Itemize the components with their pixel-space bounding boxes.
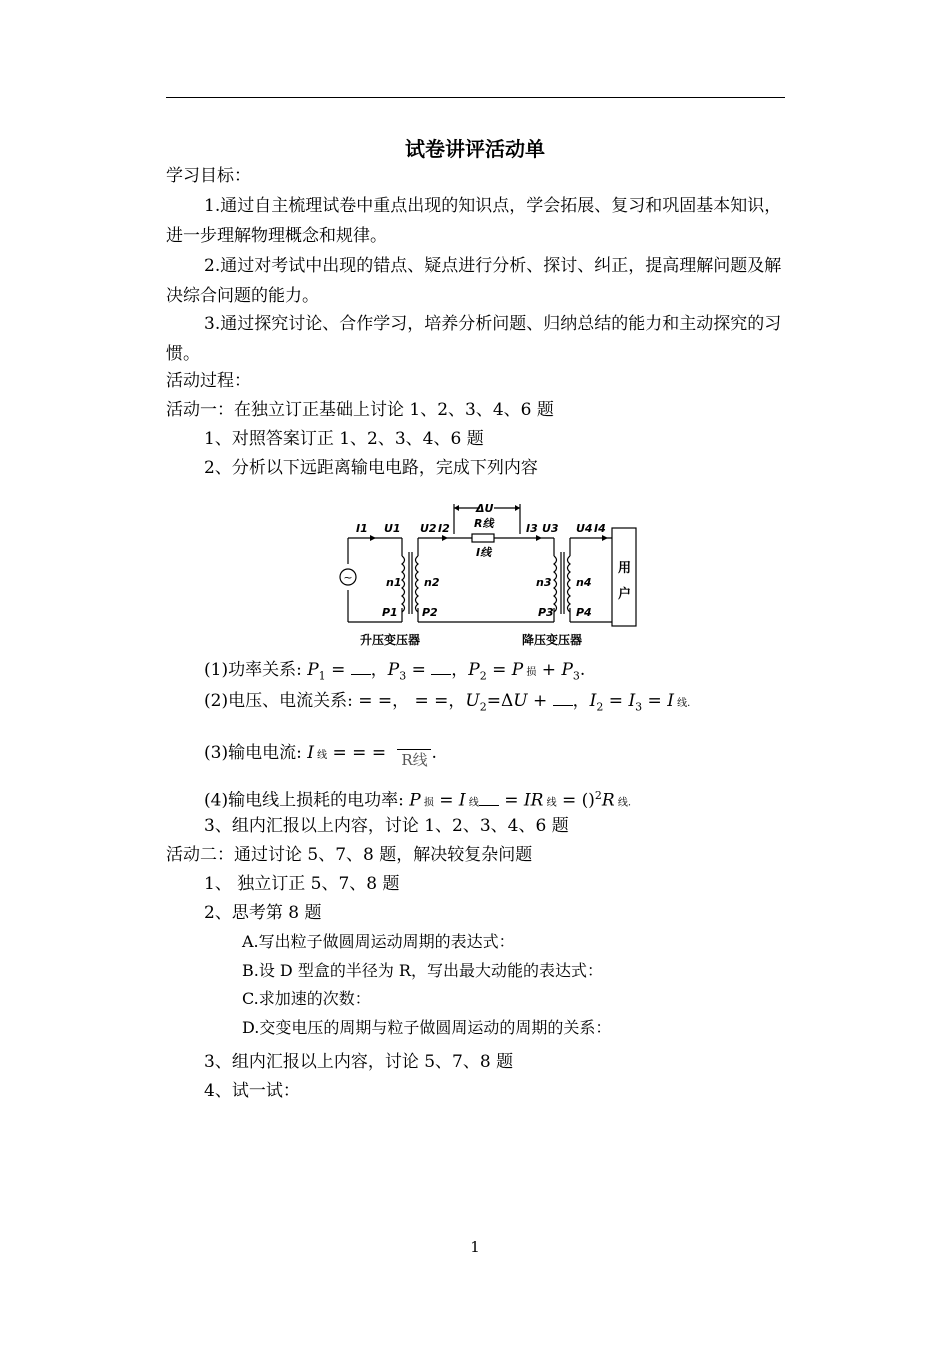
step-up-label: 升压变压器: [360, 633, 421, 647]
goals-heading: 学习目标：: [166, 166, 251, 186]
svg-text:n2: n2: [424, 576, 440, 589]
svg-text:I3: I3: [526, 522, 538, 535]
header-rule: [166, 97, 785, 98]
page-number: 1: [470, 1238, 480, 1256]
goal-3: 3.通过探究讨论、合作学习，培养分析问题、归纳总结的能力和主动探究的习惯。: [166, 314, 782, 364]
delta-u-label: ΔU: [476, 502, 494, 515]
question-3: (3)输电电流: I 线 = = = R线 .: [204, 737, 437, 770]
r-line-label: R线: [474, 517, 494, 530]
question-4: (4)输电线上损耗的电功率: P 损 = I 线 = IR 线 = ()$^2$R 线.: [204, 789, 632, 811]
page-title: 试卷讲评活动单: [405, 137, 545, 161]
svg-text:U3: U3: [542, 522, 559, 535]
activity1-step2: 2、分析以下远距离输电电路，完成下列内容: [204, 458, 538, 478]
activity2-step3: 3、组内汇报以上内容，讨论 5、7、8 题: [204, 1052, 514, 1072]
question-1: (1)功率关系: $P_1$ = ，$P_3$ = ，$P_2 = P$ 损 + $P_3$.: [204, 660, 586, 683]
step-down-label: 降压变压器: [522, 633, 583, 647]
svg-text:~: ~: [343, 571, 353, 584]
activity2-heading: 活动二：通过讨论 5、7、8 题，解决较复杂问题: [166, 845, 533, 865]
activity1-heading: 活动一：在独立订正基础上讨论 1、2、3、4、6 题: [166, 400, 554, 420]
activity2-item-b: B.设 D 型盒的半径为 R，写出最大动能的表达式：: [242, 961, 603, 980]
svg-text:P3: P3: [538, 606, 554, 619]
svg-text:n4: n4: [576, 576, 592, 589]
svg-text:U2: U2: [420, 522, 437, 535]
activity2-step4: 4、试一试：: [204, 1081, 300, 1101]
activity1-step1: 1、对照答案订正 1、2、3、4、6 题: [204, 429, 484, 449]
activity2-item-a: A.写出粒子做圆周运动周期的表达式：: [242, 932, 515, 951]
svg-text:n3: n3: [536, 576, 552, 589]
svg-text:n1: n1: [386, 576, 402, 589]
question-2: (2)电压、电流关系: = =， = =，$U_2=\Delta U$ + ，$I_2 = I_3 = I$ 线.: [204, 691, 691, 714]
activity2-step1: 1、 独立订正 5、7、8 题: [204, 874, 400, 894]
goal-2: 2.通过对考试中出现的错点、疑点进行分析、探讨、纠正，提高理解问题及解决综合问题的能力。: [166, 256, 782, 306]
activity1-step3: 3、组内汇报以上内容，讨论 1、2、3、4、6 题: [204, 816, 569, 836]
svg-text:I4: I4: [594, 522, 606, 535]
fraction: R线: [397, 737, 431, 770]
svg-text:P4: P4: [576, 606, 592, 619]
user-label-1: 用: [618, 561, 632, 576]
activity2-step2: 2、思考第 8 题: [204, 903, 322, 923]
i-line-label: I线: [476, 546, 492, 559]
svg-text:P1: P1: [382, 606, 398, 619]
svg-text:U1: U1: [384, 522, 401, 535]
svg-text:I2: I2: [438, 522, 450, 535]
goal-1: 1.通过自主梳理试卷中重点出现的知识点，学会拓展、复习和巩固基本知识，进一步理解物理概念和规律。: [166, 196, 782, 246]
user-label-2: 户: [618, 587, 632, 602]
activity2-item-c: C.求加速的次数：: [242, 989, 371, 1008]
svg-text:P2: P2: [422, 606, 438, 619]
transmission-circuit-diagram: [336, 494, 646, 652]
svg-text:I1: I1: [356, 522, 368, 535]
activity2-item-d: D.交变电压的周期与粒子做圆周运动的周期的关系：: [242, 1018, 612, 1037]
process-heading: 活动过程：: [166, 371, 251, 391]
svg-text:U4: U4: [576, 522, 593, 535]
